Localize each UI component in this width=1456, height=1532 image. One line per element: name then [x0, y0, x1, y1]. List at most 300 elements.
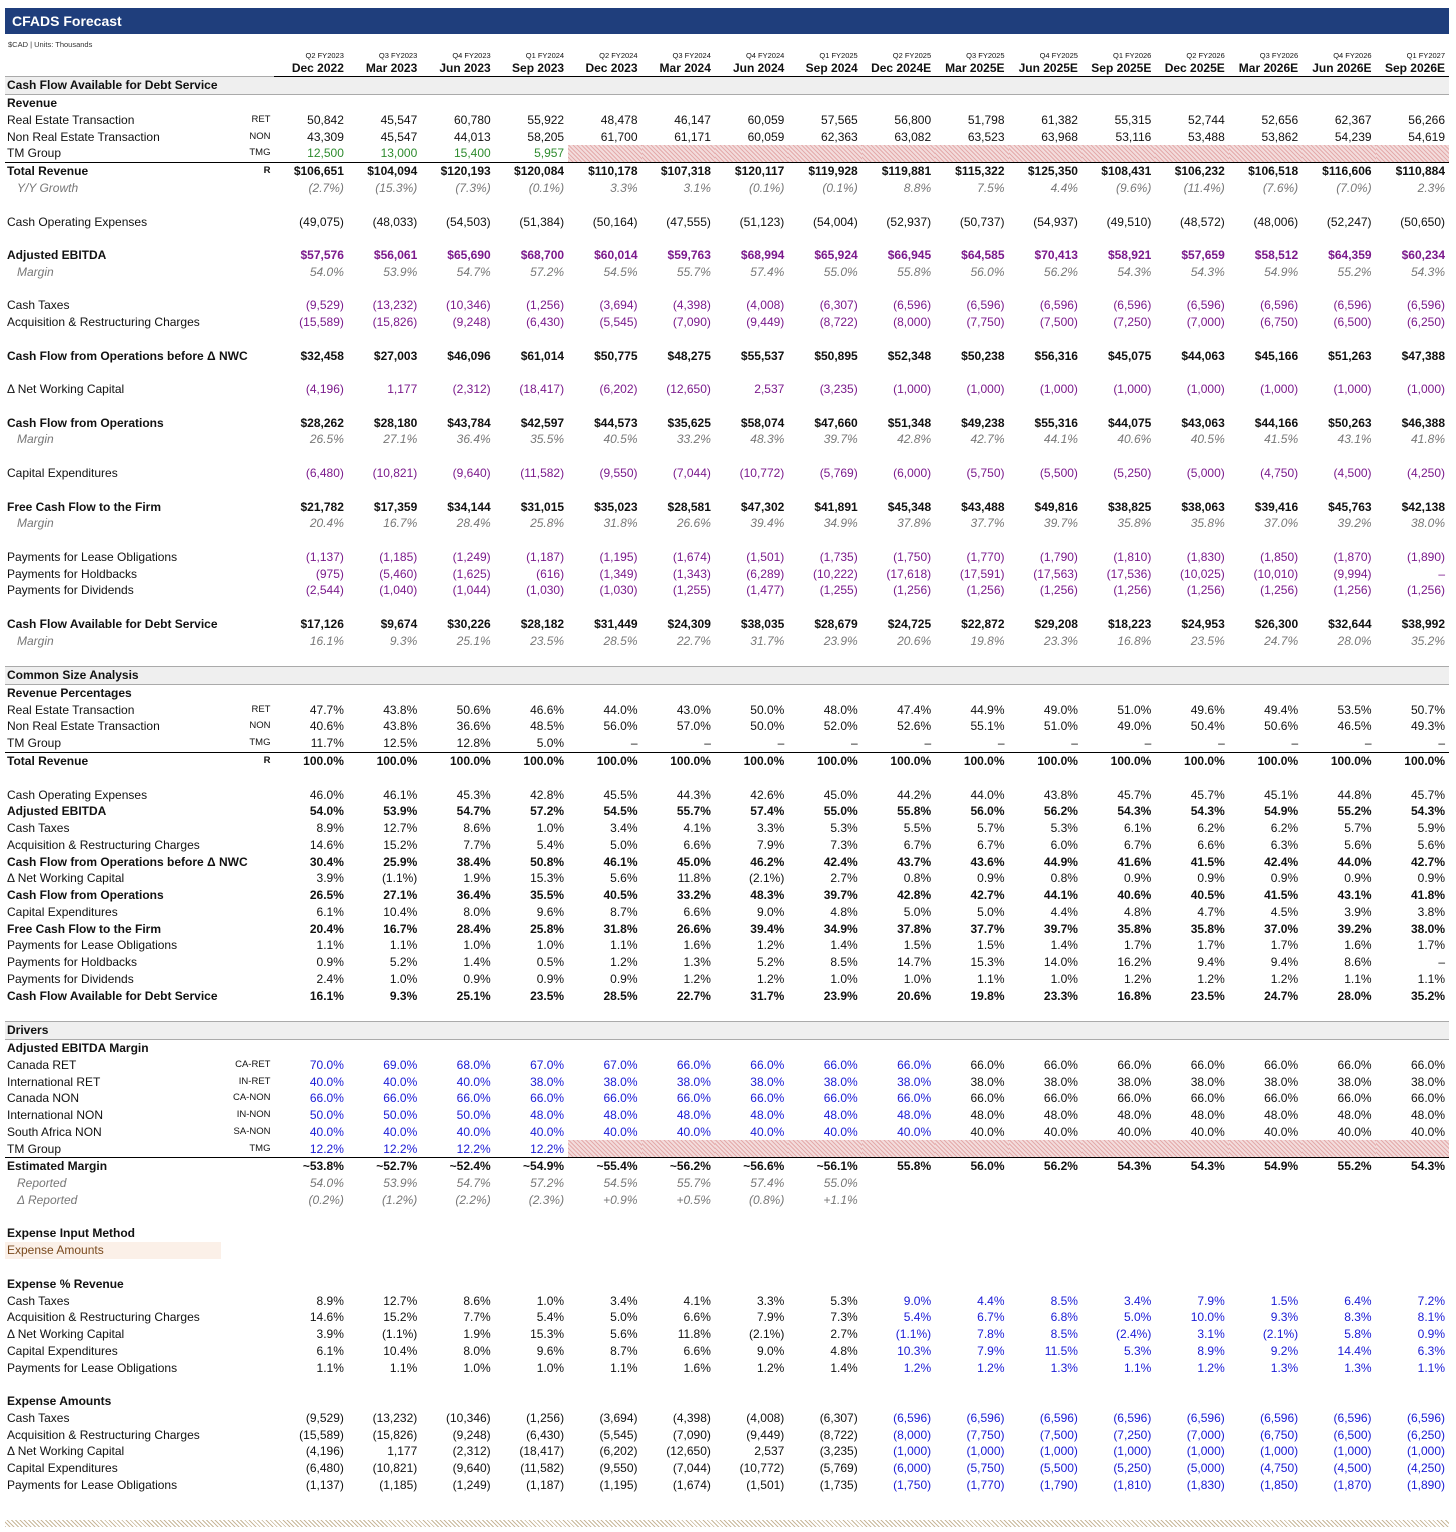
- value-cell[interactable]: 27.1%: [383, 432, 418, 447]
- value-cell[interactable]: 38.0%: [1410, 1074, 1445, 1089]
- value-cell[interactable]: (2.1%): [748, 1327, 785, 1342]
- value-cell[interactable]: $60,014: [594, 248, 638, 263]
- value-cell[interactable]: 100.0%: [1009, 752, 1082, 769]
- value-cell[interactable]: 66.0%: [750, 1091, 785, 1106]
- value-cell[interactable]: 54.3%: [1410, 264, 1445, 279]
- value-cell[interactable]: 1.2%: [756, 1360, 785, 1375]
- value-cell[interactable]: 100.0%: [568, 752, 641, 769]
- value-cell[interactable]: 57.4%: [750, 804, 785, 819]
- value-cell[interactable]: (50,164): [592, 214, 638, 229]
- value-cell[interactable]: $32,644: [1328, 616, 1372, 631]
- value-cell[interactable]: 16.7%: [383, 516, 418, 531]
- value-cell[interactable]: ~55.4%: [568, 1158, 641, 1175]
- value-cell[interactable]: 66.0%: [1264, 1091, 1299, 1106]
- value-cell[interactable]: (0.1%): [748, 180, 785, 195]
- value-cell[interactable]: (9,449): [746, 315, 785, 330]
- value-cell[interactable]: ~53.8%: [274, 1158, 347, 1175]
- value-cell[interactable]: (4,398): [672, 1410, 711, 1425]
- value-cell[interactable]: (6,596): [1039, 1410, 1078, 1425]
- value-cell[interactable]: $41,891: [814, 499, 858, 514]
- value-cell[interactable]: 38.0%: [1117, 1074, 1152, 1089]
- value-cell[interactable]: 2,537: [754, 1444, 785, 1459]
- value-cell[interactable]: 11.8%: [677, 871, 711, 886]
- value-cell[interactable]: (1,674): [672, 1477, 711, 1492]
- value-cell[interactable]: 31.7%: [750, 633, 785, 648]
- value-cell[interactable]: (1,000): [1186, 1444, 1225, 1459]
- value-cell[interactable]: 40.0%: [750, 1124, 785, 1139]
- value-cell[interactable]: 40.0%: [456, 1124, 491, 1139]
- value-cell[interactable]: 54.5%: [603, 264, 638, 279]
- value-cell[interactable]: –: [1291, 736, 1299, 751]
- value-cell[interactable]: 35.8%: [1117, 516, 1152, 531]
- value-cell[interactable]: 5.3%: [830, 821, 858, 836]
- value-cell[interactable]: (4,398): [672, 298, 711, 313]
- value-cell[interactable]: $66,945: [887, 248, 932, 263]
- value-cell[interactable]: $52,348: [887, 348, 932, 363]
- value-cell[interactable]: 41.5%: [1264, 432, 1299, 447]
- column-header[interactable]: [935, 44, 1008, 77]
- value-cell[interactable]: 55.7%: [676, 1176, 711, 1191]
- value-cell[interactable]: 38.0%: [1410, 516, 1445, 531]
- value-cell[interactable]: 48.0%: [1190, 1108, 1225, 1123]
- value-cell[interactable]: 62,363: [821, 129, 858, 144]
- value-cell[interactable]: 39.7%: [823, 432, 858, 447]
- value-cell[interactable]: 28.4%: [456, 921, 491, 936]
- value-cell[interactable]: 48.0%: [1410, 1108, 1445, 1123]
- value-cell[interactable]: (1,030): [599, 583, 638, 598]
- value-cell[interactable]: 1,177: [387, 382, 418, 397]
- value-cell[interactable]: 45,547: [380, 129, 418, 144]
- value-cell[interactable]: (9,529): [305, 298, 344, 313]
- value-cell[interactable]: $39,416: [1254, 499, 1299, 514]
- value-cell[interactable]: (6,000): [893, 1461, 932, 1476]
- value-cell[interactable]: 51.0%: [1117, 702, 1152, 717]
- value-cell[interactable]: (4,008): [746, 298, 785, 313]
- value-cell[interactable]: (4,750): [1260, 465, 1299, 480]
- value-cell[interactable]: (49,510): [1106, 214, 1152, 229]
- value-cell[interactable]: $47,388: [1401, 348, 1445, 363]
- value-cell[interactable]: 45.7%: [1117, 787, 1152, 802]
- value-cell[interactable]: (10,772): [739, 465, 785, 480]
- value-cell[interactable]: 5.3%: [1050, 821, 1078, 836]
- value-cell[interactable]: $44,075: [1107, 415, 1152, 430]
- value-cell[interactable]: (1,000): [1039, 382, 1078, 397]
- value-cell[interactable]: 55.8%: [897, 264, 932, 279]
- value-cell[interactable]: 1.1%: [389, 938, 418, 953]
- value-cell[interactable]: 58,205: [527, 129, 565, 144]
- value-cell[interactable]: 12.5%: [383, 736, 418, 751]
- value-cell[interactable]: $24,953: [1181, 616, 1225, 631]
- value-cell[interactable]: 66.0%: [1264, 1057, 1299, 1072]
- value-cell[interactable]: 38.0%: [970, 1074, 1005, 1089]
- value-cell[interactable]: 0.9%: [1417, 1327, 1445, 1342]
- value-cell[interactable]: 1.2%: [1197, 971, 1225, 986]
- value-cell[interactable]: 1.5%: [903, 938, 932, 953]
- value-cell[interactable]: (6,500): [1333, 315, 1372, 330]
- value-cell[interactable]: 57.2%: [530, 804, 565, 819]
- column-header[interactable]: [421, 44, 494, 77]
- column-header[interactable]: [1009, 44, 1082, 77]
- value-cell[interactable]: 37.8%: [897, 516, 932, 531]
- value-cell[interactable]: (9,529): [305, 1410, 344, 1425]
- value-cell[interactable]: 11.7%: [310, 736, 344, 751]
- value-cell[interactable]: 3.9%: [1344, 904, 1372, 919]
- value-cell[interactable]: (8,722): [819, 1427, 858, 1442]
- value-cell[interactable]: 44.1%: [1043, 432, 1078, 447]
- value-cell[interactable]: (4,500): [1333, 465, 1372, 480]
- value-cell[interactable]: 56,800: [894, 112, 932, 127]
- value-cell[interactable]: 5.6%: [610, 871, 638, 886]
- value-cell[interactable]: $34,144: [447, 499, 491, 514]
- value-cell[interactable]: 43.6%: [970, 854, 1005, 869]
- value-cell[interactable]: 6.7%: [977, 1310, 1005, 1325]
- value-cell[interactable]: 66.0%: [530, 1091, 565, 1106]
- value-cell[interactable]: 44.0%: [970, 787, 1005, 802]
- value-cell[interactable]: –: [924, 736, 932, 751]
- value-cell[interactable]: 23.9%: [823, 988, 858, 1003]
- value-cell[interactable]: 45.3%: [456, 787, 491, 802]
- value-cell[interactable]: 5.0%: [536, 736, 565, 751]
- value-cell[interactable]: 50.7%: [1410, 702, 1445, 717]
- value-cell[interactable]: 50.4%: [1190, 719, 1225, 734]
- value-cell[interactable]: 66.0%: [1043, 1091, 1078, 1106]
- value-cell[interactable]: 53,116: [1115, 129, 1152, 144]
- value-cell[interactable]: $35,023: [594, 499, 638, 514]
- value-cell[interactable]: 100.0%: [1229, 752, 1302, 769]
- value-cell[interactable]: $115,322: [935, 162, 1008, 179]
- column-header[interactable]: [1082, 44, 1155, 77]
- value-cell[interactable]: 6.6%: [683, 1310, 711, 1325]
- value-cell[interactable]: 42.7%: [1410, 854, 1445, 869]
- value-cell[interactable]: (0.1%): [822, 180, 858, 195]
- value-cell[interactable]: 3.3%: [756, 821, 785, 836]
- value-cell[interactable]: (1,044): [452, 583, 491, 598]
- value-cell[interactable]: 23.3%: [1043, 633, 1078, 648]
- value-cell[interactable]: 5.2%: [756, 955, 785, 970]
- value-cell[interactable]: (10,222): [813, 566, 858, 581]
- value-cell[interactable]: $120,084: [495, 162, 568, 179]
- value-cell[interactable]: 5.0%: [1123, 1310, 1152, 1325]
- value-cell[interactable]: (6,202): [599, 382, 638, 397]
- value-cell[interactable]: 100.0%: [715, 752, 788, 769]
- value-cell[interactable]: $9,674: [380, 616, 418, 631]
- value-cell[interactable]: $22,872: [961, 616, 1005, 631]
- value-cell[interactable]: 40.0%: [1117, 1124, 1152, 1139]
- value-cell[interactable]: 9.2%: [1270, 1343, 1299, 1358]
- value-cell[interactable]: 23.3%: [1043, 988, 1078, 1003]
- value-cell[interactable]: 53.9%: [383, 1176, 418, 1191]
- value-cell[interactable]: $110,178: [568, 162, 641, 179]
- value-cell[interactable]: 40.0%: [530, 1124, 565, 1139]
- value-cell[interactable]: 28.0%: [1337, 633, 1372, 648]
- value-cell[interactable]: 25.1%: [456, 633, 491, 648]
- value-cell[interactable]: $32,458: [300, 348, 344, 363]
- value-cell[interactable]: 45.0%: [823, 787, 858, 802]
- value-cell[interactable]: 35.8%: [1117, 921, 1152, 936]
- value-cell[interactable]: 100.0%: [348, 752, 421, 769]
- value-cell[interactable]: (4,196): [305, 1444, 344, 1459]
- value-cell[interactable]: $28,581: [667, 499, 711, 514]
- value-cell[interactable]: 60,780: [453, 112, 491, 127]
- value-cell[interactable]: (7,250): [1113, 315, 1152, 330]
- value-cell[interactable]: 43.1%: [1337, 888, 1372, 903]
- value-cell[interactable]: $119,881: [862, 162, 935, 179]
- value-cell[interactable]: 2.7%: [830, 1327, 858, 1342]
- value-cell[interactable]: 37.0%: [1264, 516, 1299, 531]
- value-cell[interactable]: 2.4%: [316, 971, 344, 986]
- value-cell[interactable]: (51,123): [739, 214, 785, 229]
- value-cell[interactable]: 39.2%: [1337, 516, 1372, 531]
- value-cell[interactable]: $59,763: [667, 248, 711, 263]
- value-cell[interactable]: (50,737): [959, 214, 1005, 229]
- value-cell[interactable]: (6,596): [966, 1410, 1005, 1425]
- value-cell[interactable]: (6,480): [305, 465, 344, 480]
- value-cell[interactable]: 0.9%: [977, 871, 1005, 886]
- value-cell[interactable]: (1.1%): [381, 871, 418, 886]
- value-cell[interactable]: 3.8%: [1417, 904, 1445, 919]
- value-cell[interactable]: 66.0%: [970, 1091, 1005, 1106]
- value-cell[interactable]: $64,585: [961, 248, 1005, 263]
- value-cell[interactable]: 5.6%: [1417, 837, 1445, 852]
- value-cell[interactable]: 38.0%: [1043, 1074, 1078, 1089]
- value-cell[interactable]: (9,550): [599, 1461, 638, 1476]
- value-cell[interactable]: 1.7%: [1197, 938, 1225, 953]
- value-cell[interactable]: $17,126: [300, 616, 344, 631]
- value-cell[interactable]: (6,596): [1333, 1410, 1372, 1425]
- value-cell[interactable]: (11.4%): [1183, 180, 1225, 195]
- value-cell[interactable]: 3.4%: [610, 1293, 638, 1308]
- value-cell[interactable]: (1,000): [1113, 382, 1152, 397]
- value-cell[interactable]: 16.1%: [309, 633, 344, 648]
- value-cell[interactable]: (15.3%): [375, 180, 418, 195]
- value-cell[interactable]: 20.4%: [309, 921, 344, 936]
- value-cell[interactable]: $45,348: [887, 499, 932, 514]
- value-cell[interactable]: 66.0%: [1190, 1091, 1225, 1106]
- value-cell[interactable]: $50,263: [1328, 415, 1372, 430]
- value-cell[interactable]: 1.4%: [463, 955, 491, 970]
- value-cell[interactable]: 5.0%: [610, 1310, 638, 1325]
- value-cell[interactable]: (3,694): [599, 1410, 638, 1425]
- value-cell[interactable]: (6,596): [1333, 298, 1372, 313]
- value-cell[interactable]: (1,790): [1039, 549, 1078, 564]
- value-cell[interactable]: 50.0%: [456, 1108, 491, 1123]
- value-cell[interactable]: (975): [315, 566, 344, 581]
- value-cell[interactable]: 35.8%: [1190, 516, 1225, 531]
- value-cell[interactable]: 66.0%: [1117, 1091, 1152, 1106]
- value-cell[interactable]: 39.4%: [750, 516, 785, 531]
- value-cell[interactable]: 45,547: [380, 112, 418, 127]
- value-cell[interactable]: –: [997, 736, 1005, 751]
- value-cell[interactable]: 52.0%: [823, 719, 858, 734]
- value-cell[interactable]: 22.7%: [676, 633, 711, 648]
- column-header[interactable]: [1376, 44, 1449, 77]
- value-cell[interactable]: (1,000): [1333, 1444, 1372, 1459]
- column-header[interactable]: [1302, 44, 1375, 77]
- value-cell[interactable]: 57.4%: [750, 1176, 785, 1191]
- value-cell[interactable]: (1,870): [1333, 1477, 1372, 1492]
- value-cell[interactable]: 27.1%: [383, 888, 418, 903]
- value-cell[interactable]: $26,300: [1254, 616, 1299, 631]
- value-cell[interactable]: 4.5%: [1270, 904, 1299, 919]
- value-cell[interactable]: 1.1%: [1123, 1360, 1152, 1375]
- value-cell[interactable]: (15,589): [299, 315, 344, 330]
- value-cell[interactable]: 36.6%: [456, 719, 491, 734]
- value-cell[interactable]: (5,000): [1186, 1461, 1225, 1476]
- value-cell[interactable]: (7.3%): [455, 180, 491, 195]
- value-cell[interactable]: (1,195): [599, 549, 638, 564]
- value-cell[interactable]: $28,262: [300, 415, 344, 430]
- value-cell[interactable]: +0.5%: [676, 1192, 711, 1207]
- value-cell[interactable]: 1.0%: [1050, 971, 1078, 986]
- value-cell[interactable]: 66.0%: [1337, 1091, 1372, 1106]
- value-cell[interactable]: (1,000): [966, 1444, 1005, 1459]
- value-cell[interactable]: $49,238: [961, 415, 1005, 430]
- value-cell[interactable]: 39.7%: [1043, 516, 1078, 531]
- value-cell[interactable]: 50.0%: [750, 702, 785, 717]
- value-cell[interactable]: $18,223: [1107, 616, 1152, 631]
- value-cell[interactable]: (0.1%): [528, 180, 565, 195]
- value-cell[interactable]: 56.2%: [1043, 264, 1078, 279]
- value-cell[interactable]: (9,640): [452, 465, 491, 480]
- value-cell[interactable]: 55.7%: [676, 804, 711, 819]
- value-cell[interactable]: 40.6%: [309, 719, 344, 734]
- value-cell[interactable]: 6.2%: [1270, 821, 1299, 836]
- value-cell[interactable]: (7,250): [1113, 1427, 1152, 1442]
- value-cell[interactable]: 14.6%: [309, 837, 344, 852]
- value-cell[interactable]: 1.6%: [1344, 938, 1372, 953]
- value-cell[interactable]: 56,266: [1408, 112, 1445, 127]
- value-cell[interactable]: 6.6%: [683, 1343, 711, 1358]
- value-cell[interactable]: 5.7%: [977, 821, 1005, 836]
- value-cell[interactable]: 66.0%: [1043, 1057, 1078, 1072]
- value-cell[interactable]: 1.0%: [536, 1360, 565, 1375]
- value-cell[interactable]: $50,238: [961, 348, 1005, 363]
- value-cell[interactable]: 1.0%: [463, 938, 491, 953]
- value-cell[interactable]: 1.2%: [756, 938, 785, 953]
- value-cell[interactable]: 1.4%: [830, 938, 858, 953]
- value-cell[interactable]: 19.8%: [970, 988, 1005, 1003]
- value-cell[interactable]: $110,884: [1376, 162, 1449, 179]
- value-cell[interactable]: 13,000: [380, 146, 418, 161]
- value-cell[interactable]: $44,166: [1254, 415, 1299, 430]
- value-cell[interactable]: –: [1438, 566, 1445, 581]
- value-cell[interactable]: (4,500): [1333, 1461, 1372, 1476]
- value-cell[interactable]: 54.0%: [309, 804, 344, 819]
- value-cell[interactable]: 40.0%: [897, 1124, 932, 1139]
- value-cell[interactable]: 8.0%: [463, 904, 491, 919]
- value-cell[interactable]: 7.7%: [463, 1310, 491, 1325]
- column-header[interactable]: [1155, 44, 1228, 77]
- value-cell[interactable]: (51,384): [519, 214, 565, 229]
- value-cell[interactable]: 2,537: [754, 382, 785, 397]
- value-cell[interactable]: ~56.2%: [642, 1158, 715, 1175]
- value-cell[interactable]: 48.0%: [1043, 1108, 1078, 1123]
- value-cell[interactable]: 6.0%: [1050, 837, 1078, 852]
- value-cell[interactable]: 63,523: [967, 129, 1005, 144]
- value-cell[interactable]: ~56.6%: [715, 1158, 788, 1175]
- value-cell[interactable]: 1.1%: [610, 1360, 638, 1375]
- value-cell[interactable]: 40.6%: [1117, 888, 1152, 903]
- value-cell[interactable]: (1,000): [893, 1444, 932, 1459]
- value-cell[interactable]: 47.4%: [897, 702, 932, 717]
- value-cell[interactable]: 4.4%: [1050, 180, 1078, 195]
- value-cell[interactable]: ~56.1%: [788, 1158, 861, 1175]
- value-cell[interactable]: $68,700: [520, 248, 565, 263]
- value-cell[interactable]: (13,232): [372, 1410, 418, 1425]
- value-cell[interactable]: 54.3%: [1117, 264, 1152, 279]
- value-cell[interactable]: $31,015: [520, 499, 565, 514]
- value-cell[interactable]: 6.1%: [316, 904, 344, 919]
- value-cell[interactable]: 7.5%: [977, 180, 1005, 195]
- value-cell[interactable]: +0.9%: [603, 1192, 638, 1207]
- value-cell[interactable]: (9,550): [599, 465, 638, 480]
- value-cell[interactable]: 100.0%: [1376, 752, 1449, 769]
- value-cell[interactable]: $125,350: [1009, 162, 1082, 179]
- value-cell[interactable]: ~52.4%: [421, 1158, 494, 1175]
- value-cell[interactable]: $28,182: [520, 616, 565, 631]
- value-cell[interactable]: 37.0%: [1264, 921, 1299, 936]
- value-cell[interactable]: 55.8%: [897, 804, 932, 819]
- value-cell[interactable]: 16.8%: [1117, 633, 1152, 648]
- value-cell[interactable]: $46,388: [1401, 415, 1445, 430]
- value-cell[interactable]: (8,000): [893, 315, 932, 330]
- value-cell[interactable]: 45.1%: [1264, 787, 1299, 802]
- value-cell[interactable]: 8.5%: [1050, 1293, 1078, 1308]
- value-cell[interactable]: 25.1%: [456, 988, 491, 1003]
- value-cell[interactable]: (6,596): [1260, 298, 1299, 313]
- value-cell[interactable]: (54,004): [813, 214, 858, 229]
- value-cell[interactable]: (1,137): [305, 1477, 344, 1492]
- value-cell[interactable]: 38.0%: [1264, 1074, 1299, 1089]
- value-cell[interactable]: (10,010): [1253, 566, 1299, 581]
- value-cell[interactable]: 5.0%: [610, 837, 638, 852]
- value-cell[interactable]: $24,309: [667, 616, 711, 631]
- value-cell[interactable]: 5.5%: [903, 821, 932, 836]
- value-cell[interactable]: 4.7%: [1197, 904, 1225, 919]
- value-cell[interactable]: 5,957: [534, 146, 565, 161]
- value-cell[interactable]: (1,735): [819, 549, 858, 564]
- value-cell[interactable]: (48,033): [372, 214, 418, 229]
- value-cell[interactable]: 16.8%: [1117, 988, 1152, 1003]
- value-cell[interactable]: (2,312): [452, 1444, 491, 1459]
- value-cell[interactable]: (1,830): [1186, 549, 1225, 564]
- value-cell[interactable]: 25.9%: [383, 854, 418, 869]
- value-cell[interactable]: (52,937): [886, 214, 932, 229]
- value-cell[interactable]: 56.2%: [1009, 1158, 1082, 1175]
- value-cell[interactable]: 49.4%: [1264, 702, 1299, 717]
- value-cell[interactable]: (6,307): [819, 298, 858, 313]
- value-cell[interactable]: 54.3%: [1117, 804, 1152, 819]
- value-cell[interactable]: 1.1%: [977, 971, 1005, 986]
- value-cell[interactable]: 100.0%: [421, 752, 494, 769]
- value-cell[interactable]: 16.2%: [1117, 955, 1152, 970]
- value-cell[interactable]: $47,660: [814, 415, 858, 430]
- value-cell[interactable]: 38.0%: [1410, 921, 1445, 936]
- value-cell[interactable]: 25.8%: [530, 921, 565, 936]
- value-cell[interactable]: 30.4%: [309, 854, 344, 869]
- value-cell[interactable]: 45.7%: [1190, 787, 1225, 802]
- value-cell[interactable]: 66.0%: [309, 1091, 344, 1106]
- value-cell[interactable]: (5,250): [1113, 465, 1152, 480]
- value-cell[interactable]: 11.5%: [1044, 1343, 1078, 1358]
- value-cell[interactable]: 66.0%: [897, 1091, 932, 1106]
- value-cell[interactable]: 57.4%: [750, 264, 785, 279]
- value-cell[interactable]: 54.3%: [1410, 804, 1445, 819]
- value-cell[interactable]: 8.7%: [610, 904, 638, 919]
- value-cell[interactable]: 1.5%: [977, 938, 1005, 953]
- value-cell[interactable]: $58,512: [1254, 248, 1299, 263]
- value-cell[interactable]: 44.9%: [970, 702, 1005, 717]
